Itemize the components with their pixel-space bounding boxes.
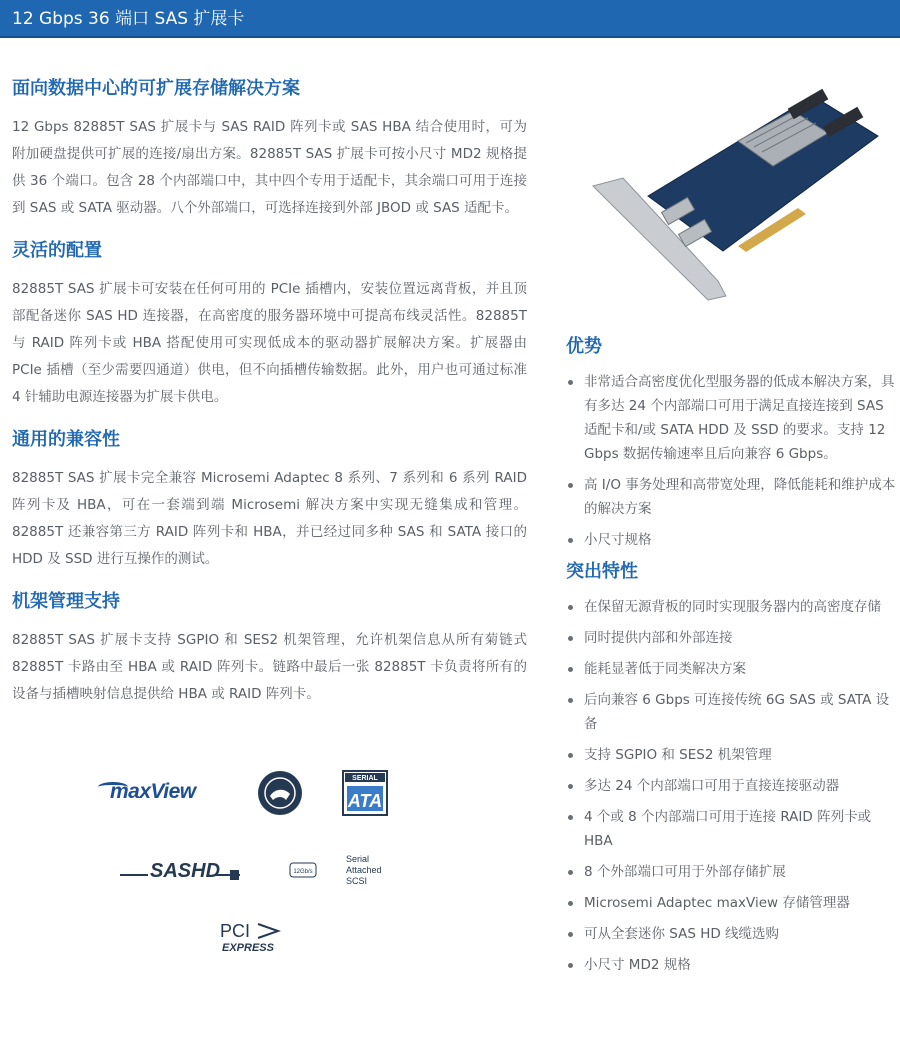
- list-item: 非常适合高密度优化型服务器的低成本解决方案，具有多达 24 个内部端口可用于满足直接连接到 SAS 适配卡和/或 SATA HDD 及 SSD 的要求。支持 12 Gbps 数据传输速率且后向兼容 6 Gbps。: [566, 370, 896, 466]
- left-column: [12, 76, 527, 724]
- sas-hd-logo: [120, 855, 240, 883]
- advantages-title: 优势: [566, 336, 602, 357]
- list-item: 小尺寸 MD2 规格: [566, 953, 896, 977]
- scsi-logo-line3: SCSI: [346, 876, 368, 886]
- pci-express-logo: [218, 920, 298, 956]
- list-item: 后向兼容 6 Gbps 可连接传统 6G SAS 或 SATA 设备: [566, 688, 896, 736]
- advantages-list: [566, 370, 896, 552]
- right-column: [566, 334, 896, 984]
- list-item: 同时提供内部和外部连接: [566, 626, 896, 650]
- expander-card-image: [588, 86, 888, 301]
- features-title: 突出特性: [566, 561, 638, 582]
- serial-attached-scsi-logo: [288, 853, 388, 887]
- scsi-logo-badge: 12Gb/s: [293, 869, 313, 875]
- list-item: 多达 24 个内部端口可用于直接连接驱动器: [566, 774, 896, 798]
- pci-logo-text: PCI: [220, 921, 251, 941]
- scsi-logo-line1: Serial: [346, 854, 370, 864]
- section-body-rack: 82885T SAS 扩展卡支持 SGPIO 和 SES2 机架管理，允许机架信息从所有菊链式 82885T 卡路由至 HBA 或 RAID 阵列卡。链路中最后一张 82885T 卡负责将所有的设备与插槽映射信息提供给 HBA 或 RAID 阵列卡。: [12, 632, 527, 702]
- section-title-scalable: 面向数据中心的可扩展存储解决方案: [12, 78, 300, 99]
- features-list: [566, 595, 896, 977]
- section-title-rack: 机架管理支持: [12, 591, 120, 612]
- section-body-compat: 82885T SAS 扩展卡完全兼容 Microsemi Adaptec 8 系列、7 系列和 6 系列 RAID 阵列卡及 HBA，可在一套端到端 Microsemi 解决方案中实现无缝集成和管理。82885T 还兼容第三方 RAID 阵列卡和 HBA，并已经过同多种 SAS 和 SATA 接口的 HDD 及 SSD 进行互操作的测试。: [12, 470, 527, 567]
- sata-logo-top-text: SERIAL: [352, 775, 378, 782]
- express-logo-text: EXPRESS: [222, 942, 274, 954]
- scsi-logo-line2: Attached: [346, 865, 382, 875]
- section-body-scalable: 12 Gbps 82885T SAS 扩展卡与 SAS RAID 阵列卡或 SAS HBA 结合使用时，可为附加硬盘提供可扩展的连接/扇出方案。82885T SAS 扩展卡可按小尺寸 MD2 规格提供 36 个端口。包含 28 个内部端口中，其中四个专用于适配卡，其余端口可用于连接到 SAS 或 SATA 驱动器。八个外部端口，可选择连接到外部 JBOD 或 SAS 适配卡。: [12, 119, 527, 216]
- maxview-logo-text: maxView: [110, 780, 196, 803]
- list-item: 8 个外部端口可用于外部存储扩展: [566, 860, 896, 884]
- list-item: 小尺寸规格: [566, 528, 896, 552]
- page-header-bar: [0, 0, 900, 38]
- sas-compliance-seal-logo: [257, 770, 303, 816]
- maxview-logo: [98, 780, 223, 810]
- list-item: Microsemi Adaptec maxView 存储管理器: [566, 891, 896, 915]
- page-title: 12 Gbps 36 端口 SAS 扩展卡: [12, 9, 245, 29]
- sas-hd-logo-text: SASHD: [150, 860, 221, 882]
- sata-logo-text: ATA: [347, 791, 383, 811]
- list-item: 支持 SGPIO 和 SES2 机架管理: [566, 743, 896, 767]
- serial-ata-logo: [342, 770, 388, 816]
- list-item: 在保留无源背板的同时实现服务器内的高密度存储: [566, 595, 896, 619]
- section-title-compat: 通用的兼容性: [12, 429, 120, 450]
- list-item: 可从全套迷你 SAS HD 线缆选购: [566, 922, 896, 946]
- section-body-flexible: 82885T SAS 扩展卡可安装在任何可用的 PCIe 插槽内，安装位置远离背板，并且顶部配备迷你 SAS HD 连接器，在高密度的服务器环境中可提高布线灵活性。82885T 与 RAID 阵列卡或 HBA 搭配使用可实现低成本的驱动器扩展解决方案。扩展器由 PCIe 插槽（至少需要四通道）供电，但不向插槽传输数据。此外，用户也可通过标准 4 针辅助电源连接器为扩展卡供电。: [12, 281, 527, 405]
- list-item: 能耗显著低于同类解决方案: [566, 657, 896, 681]
- section-title-flexible: 灵活的配置: [12, 240, 102, 261]
- list-item: 高 I/O 事务处理和高带宽处理，降低能耗和维护成本的解决方案: [566, 473, 896, 521]
- list-item: 4 个或 8 个内部端口可用于连接 RAID 阵列卡或 HBA: [566, 805, 896, 853]
